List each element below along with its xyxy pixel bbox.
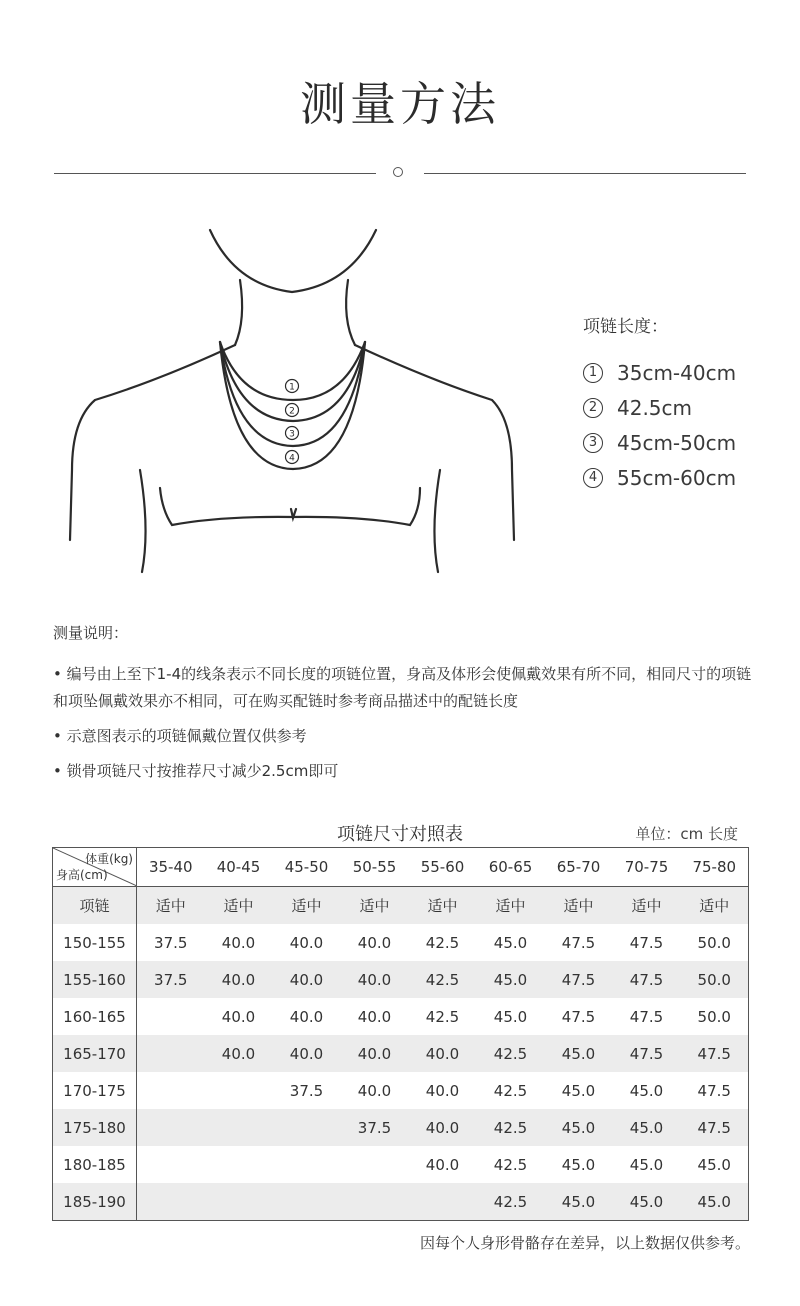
column-header: 55-60 — [409, 848, 477, 887]
marker-2-label: 2 — [289, 406, 295, 417]
column-header: 50-55 — [341, 848, 409, 887]
table-cell: 适中 — [681, 887, 749, 925]
table-cell — [205, 1072, 273, 1109]
row-label: 170-175 — [53, 1072, 137, 1109]
table-cell: 适中 — [545, 887, 613, 925]
table-cell: 47.5 — [629, 933, 664, 952]
table-cell: 45.0 — [493, 1007, 528, 1026]
table-cell: 37.5 — [137, 961, 205, 998]
table-cell: 45.0 — [545, 1035, 613, 1072]
table-cell: 适中 — [205, 887, 273, 925]
table-cell: 42.5 — [409, 961, 477, 998]
table-cell: 45.0 — [545, 1109, 613, 1146]
table-row — [53, 1109, 749, 1146]
table-cell: 40.0 — [205, 1035, 273, 1072]
table-cell: 40.0 — [289, 1007, 324, 1026]
legend-num-icon: 1 — [583, 363, 603, 383]
table-cell: 37.5 — [341, 1109, 409, 1146]
legend-title: 项链长度： — [583, 317, 668, 337]
table-cell: 适中 — [477, 887, 545, 925]
column-header: 70-75 — [613, 848, 681, 887]
corner-cell — [53, 848, 137, 887]
table-cell — [341, 1146, 409, 1183]
divider-circle — [393, 167, 403, 177]
table-cell: 45.0 — [681, 1183, 749, 1221]
table-cell: 40.0 — [409, 1109, 477, 1146]
table-cell — [137, 998, 205, 1035]
measurement-notes — [53, 622, 753, 793]
corner-weight-label: 体重(kg) — [85, 852, 133, 866]
table-cell: 适中 — [273, 887, 341, 925]
neck-illustration — [60, 220, 520, 580]
table-cell: 42.5 — [477, 1035, 545, 1072]
row-label: 180-185 — [53, 1146, 137, 1183]
table-cell — [137, 1146, 205, 1183]
table-cell: 40.0 — [357, 933, 392, 952]
unit-label: 单位：cm 长度 — [635, 825, 738, 843]
table-cell: 47.5 — [681, 1035, 749, 1072]
table-cell: 47.5 — [561, 1007, 596, 1026]
table-cell: 40.0 — [357, 1081, 392, 1100]
table-cell: 45.0 — [493, 933, 528, 952]
row-label: 165-170 — [53, 1035, 137, 1072]
table-cell — [137, 1072, 205, 1109]
table-cell: 47.5 — [697, 1081, 731, 1100]
table-cell — [341, 1183, 409, 1221]
table-row — [53, 1146, 749, 1183]
table-cell — [137, 1109, 205, 1146]
table-cell: 适中 — [341, 887, 409, 925]
table-cell: 47.5 — [545, 961, 613, 998]
table-cell — [273, 1146, 341, 1183]
table-cell: 45.0 — [477, 961, 545, 998]
column-header: 60-65 — [477, 848, 545, 887]
table-cell: 45.0 — [545, 1183, 613, 1221]
marker-4-label: 4 — [289, 453, 295, 464]
row-label: 155-160 — [53, 961, 137, 998]
table-cell: 40.0 — [273, 1035, 341, 1072]
table-cell: 45.0 — [613, 1183, 681, 1221]
table-cell: 42.5 — [477, 1109, 545, 1146]
table-cell — [137, 1035, 205, 1072]
table-row — [53, 961, 749, 998]
table-cell: 45.0 — [613, 1109, 681, 1146]
table-cell: 50.0 — [697, 933, 731, 952]
table-cell: 50.0 — [697, 1007, 731, 1026]
legend-num-icon: 4 — [583, 468, 603, 488]
table-cell: 47.5 — [681, 1109, 749, 1146]
table-cell: 47.5 — [613, 961, 681, 998]
marker-3-label: 3 — [289, 429, 295, 440]
table-cell: 40.0 — [221, 933, 256, 952]
table-cell — [137, 1183, 205, 1221]
table-cell — [205, 1109, 273, 1146]
table-title: 项链尺寸对照表 — [337, 824, 463, 845]
table-cell: 40.0 — [205, 961, 273, 998]
table-cell: 适中 — [613, 887, 681, 925]
table-cell: 40.0 — [357, 1007, 392, 1026]
table-cell — [409, 1183, 477, 1221]
legend-text: 55cm-60cm — [617, 465, 737, 490]
length-legend — [583, 312, 736, 495]
table-row — [53, 1072, 749, 1109]
table-header-row — [53, 848, 749, 887]
size-table — [52, 847, 749, 1221]
table-cell — [205, 1183, 273, 1221]
table-cell — [205, 1146, 273, 1183]
table-cell: 45.0 — [561, 1155, 596, 1174]
divider-right — [424, 173, 746, 174]
table-row — [53, 998, 749, 1035]
table-body — [53, 887, 749, 1221]
table-cell: 42.5 — [425, 1007, 460, 1026]
column-header: 35-40 — [137, 848, 205, 887]
table-cell: 42.5 — [493, 1155, 528, 1174]
table-cell: 50.0 — [681, 961, 749, 998]
note-item: • 编号由上至下1-4的线条表示不同长度的项链位置，身高及体形会使佩戴效果有所不同，相同尺寸的项链和项坠佩戴效果亦不相同，可在购买配链时参考商品描述中的配链长度 — [53, 665, 752, 710]
table-row — [53, 1035, 749, 1072]
legend-item — [583, 355, 736, 390]
column-header: 45-50 — [273, 848, 341, 887]
note-item: • 锁骨项链尺寸按推荐尺寸减少2.5cm即可 — [53, 762, 339, 780]
legend-text: 35cm-40cm — [617, 360, 737, 385]
table-cell: 42.5 — [493, 1081, 528, 1100]
divider-left — [54, 173, 376, 174]
page-title: 测量方法 — [300, 77, 500, 131]
marker-1-label: 1 — [289, 382, 295, 393]
row-label: 160-165 — [53, 998, 137, 1035]
column-header: 75-80 — [681, 848, 749, 887]
table-cell: 37.5 — [154, 933, 188, 952]
row-label: 175-180 — [53, 1109, 137, 1146]
table-cell: 适中 — [137, 887, 205, 925]
legend-num-icon: 3 — [583, 433, 603, 453]
row-label: 150-155 — [53, 924, 137, 961]
legend-text: 45cm-50cm — [617, 430, 737, 455]
table-cell: 37.5 — [289, 1081, 324, 1100]
row-label: 项链 — [53, 887, 137, 925]
note-item: • 示意图表示的项链佩戴位置仅供参考 — [53, 727, 307, 745]
row-label: 185-190 — [53, 1183, 137, 1221]
table-cell: 40.0 — [409, 1035, 477, 1072]
table-cell: 40.0 — [221, 1007, 256, 1026]
table-cell: 42.5 — [425, 933, 460, 952]
table-cell: 45.0 — [629, 1081, 664, 1100]
table-cell: 40.0 — [425, 1155, 460, 1174]
table-row — [53, 1183, 749, 1221]
footer-note: 因每个人身形骨骼存在差异，以上数据仅供参考。 — [419, 1234, 750, 1252]
legend-item — [583, 425, 736, 460]
column-header: 40-45 — [205, 848, 273, 887]
table-cell: 40.0 — [289, 933, 324, 952]
table-cell: 45.0 — [697, 1155, 731, 1174]
table-cell — [273, 1183, 341, 1221]
table-row — [53, 887, 749, 925]
legend-item — [583, 460, 736, 495]
legend-num-icon: 2 — [583, 398, 603, 418]
table-cell: 40.0 — [425, 1081, 460, 1100]
table-cell: 42.5 — [477, 1183, 545, 1221]
table-cell: 40.0 — [341, 1035, 409, 1072]
table-cell — [273, 1109, 341, 1146]
table-cell: 45.0 — [629, 1155, 664, 1174]
table-cell: 40.0 — [341, 961, 409, 998]
table-cell: 40.0 — [273, 961, 341, 998]
legend-text: 42.5cm — [617, 395, 693, 420]
corner-height-label: 身高(cm) — [56, 868, 108, 882]
table-row — [53, 924, 749, 961]
notes-heading: 测量说明： — [53, 624, 129, 642]
column-header: 65-70 — [545, 848, 613, 887]
legend-item — [583, 390, 736, 425]
table-cell: 适中 — [409, 887, 477, 925]
table-cell: 47.5 — [613, 1035, 681, 1072]
table-cell: 47.5 — [561, 933, 596, 952]
table-cell: 47.5 — [629, 1007, 664, 1026]
table-cell: 45.0 — [561, 1081, 596, 1100]
